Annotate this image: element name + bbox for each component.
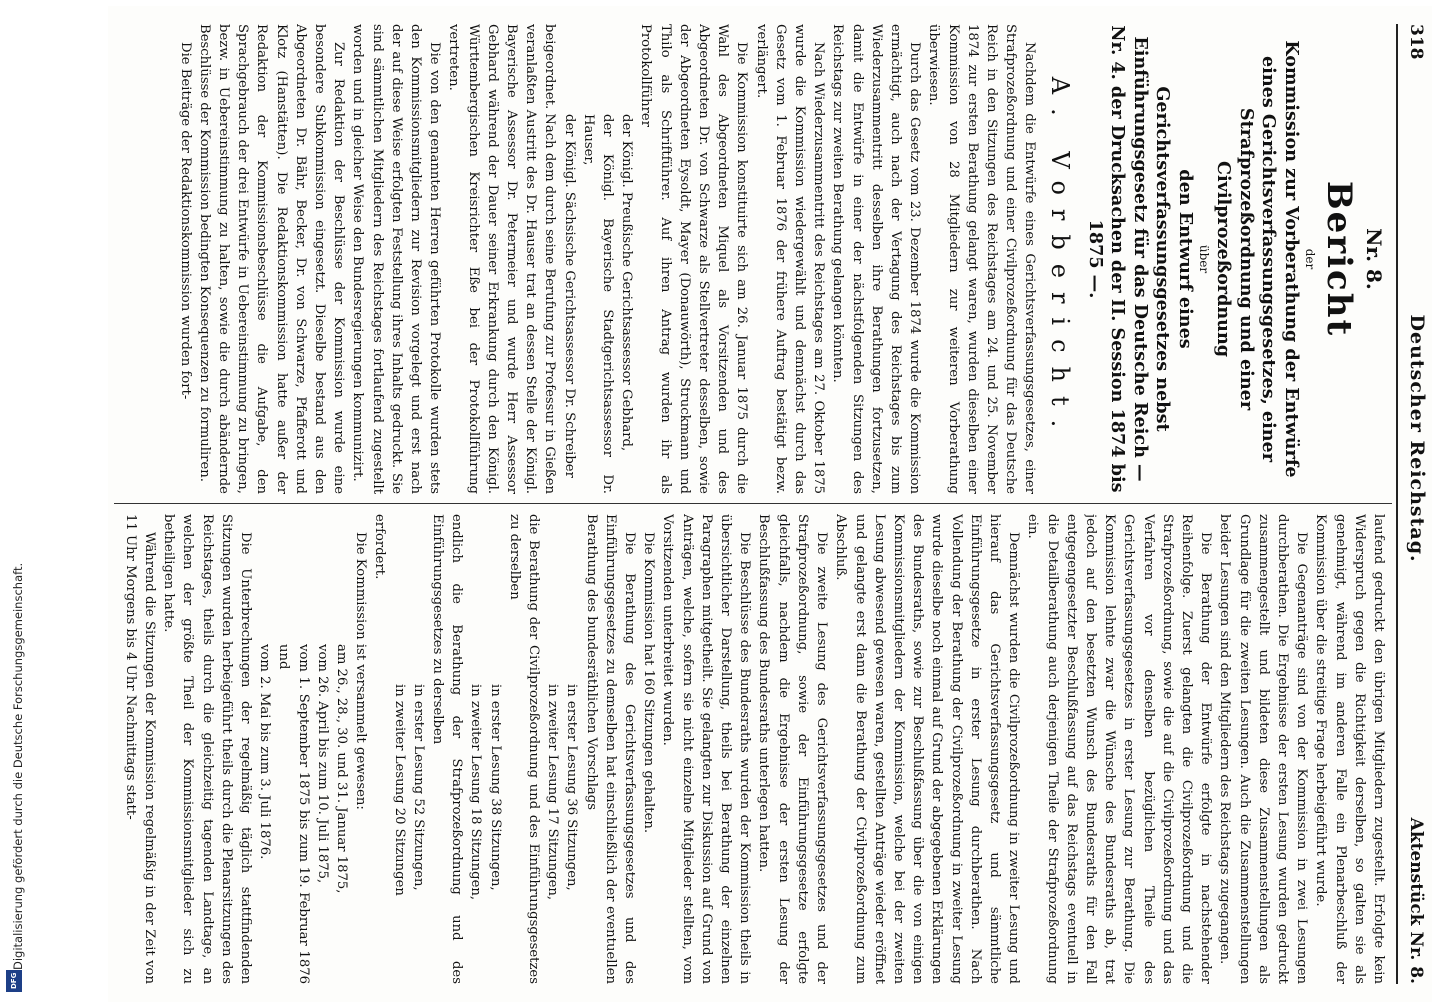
paragraph: Zur Redaktion der Beschlüsse der Kommission wurde eine besondere Subkommission eingesetzt. Dieselbe bestand aus den Abgeordneten Dr. Bähr, Becker, Dr. von Schwarze, Pfafferott und Klotz (Hanstätten). Die Redaktionskommission hatte außer der Redaktion der Kommissionsbeschlüsse die Aufgabe, den Sprachgebrauch der drei Entwürfe in Uebereinstimmung zu bringen, bezw. in Uebereinstimmung zu halten, sowie die durch abändernde Beschlüsse der Kommission bedingten Konsequenzen zu formuliren. bbox=[196, 24, 347, 494]
paragraph: Die zweite Lesung des Gerichtsverfassungsgesetzes und der Strafprozeßordnung, sowie der Einführungsgesetze erfolgte gleichfalls, nachdem die Ergebnisse der ersten Lesung der Beschlußfassung des Bundesraths unterlegen hatten. bbox=[756, 514, 830, 984]
paragraph: Die Kommission hat 160 Sitzungen gehalten. bbox=[641, 532, 657, 834]
digitization-sidebar bbox=[0, 0, 28, 1000]
session-count: in erster Lesung 52 Sitzungen, bbox=[410, 684, 426, 891]
date-entry: vom 26. April bis zum 10. Juli 1875, bbox=[314, 644, 330, 884]
paragraph: die Berathung der Civilprozeßordnung und des Einführungsgesetzes zu derselben bbox=[506, 514, 542, 984]
paragraph: Während die Sitzungen der Kommission regelmäßig in der Zeit von 11 Uhr Morgens bis 4 Uhr Nachmittags statt- bbox=[122, 514, 157, 984]
paragraph: laufend gedruckt den übrigen Mitgliedern zugestellt. Erfolgte kein Widerspruch gegen die Richtigkeit derselben, so galten sie als genehmigt, während im anderen Falle ein Plenarbeschluß der Kommission über die streitige Frage herbeigeführt wurde. bbox=[1313, 514, 1386, 984]
session-count: in zweiter Lesung 18 Sitzungen, bbox=[468, 684, 484, 901]
left-column bbox=[114, 24, 1388, 494]
page-header bbox=[1400, 24, 1426, 984]
paragraph: Nachdem die Entwürfe eines Gerichtsverfassungsgesetzes, einer Strafprozeßordnung und einer Civilprozeßordnung für das Deutsche Reich in den Sitzungen des Reichstages am 24. und 25. November 1874 zur ersten Berathung gelangt waren, wurden dieselben einer Kommission von 28 Mitgliedern zur weiteren Vorberathung überwiesen. bbox=[926, 24, 1038, 494]
paragraph: Die Unterbrechungen der regelmäßig täglich stattfindenden Sitzungen wurden herbeigeführt theils durch die Plenarsitzungen des Reichstages, theils durch die gleichzeitig tagenden Landtage, an welchen der größte Theil der Kommissionsmitglieder sich zu betheiligen hatte. bbox=[161, 514, 254, 984]
paragraph: Die Kommission konstituirte sich am 26. Januar 1875 durch die Wahl des Abgeordneten Miquel als Vorsitzenden und des Abgeordneten Dr. von Schwarze als Stellvertreter desselben, sowie der Abgeordneten Eysoldt, Mayer (Donauwörth), Struckmann und Thilo als Schriftführer. Auf ihren Antrag wurden ihr als Protokollführer bbox=[638, 24, 750, 494]
paragraph: Die Beiträge der Redaktionskommission wurden fort- bbox=[177, 42, 193, 400]
header-document-ref: Aktenstück Nr. 8. bbox=[1406, 817, 1426, 984]
page-number: 318 bbox=[1406, 24, 1426, 60]
dfg-logo: DFG bbox=[6, 970, 22, 992]
heading-der: der bbox=[1303, 248, 1317, 270]
paragraph: Durch das Gesetz vom 23. Dezember 1874 wurde die Kommission ermächtigt, auch nach der Vertagung des Reichstages bis zum Wiederzusammentritt desselben ihre Berathungen fortzusetzen, damit die Entwürfe in einer der nächstfolgenden Sitzungen des Reichstags zur zweiten Berathung gelangen könnten. bbox=[830, 24, 923, 494]
header-title: Deutscher Reichstag. bbox=[1406, 314, 1428, 563]
date-entry: vom 2. Mai bis zum 3. Juli 1876. bbox=[257, 644, 273, 860]
subject-title: den Entwurf eines Gerichtsverfassungsgesetzes nebst Einführungsgesetz für das Deutsche Reich — Nr. 4. der Drucksachen der II. Session 1874 bis 1875 —. bbox=[1085, 25, 1196, 493]
paragraph: Die von den genannten Herren geführten Protokolle wurden stets den Kommissionsmitgliedern zur Revision vorgelegt und erst nach der auf diese Weise erfolgten Feststellung ihres Inhalts gedruckt. Sie sind sämmtlichen Mitgliedern des Reichstages fortlaufend zugestellt worden und in gleicher Weise den Bundesregierungen kommunizirt. bbox=[350, 24, 443, 494]
document-number: Nr. 8. bbox=[1362, 228, 1386, 290]
header-rule bbox=[1396, 24, 1398, 984]
clerk-entry: der Königl. Sächsische Gerichtsassessor Dr. Schreiber bbox=[561, 114, 577, 478]
paragraph: Die Beschlüsse des Bundesraths wurden der Kommission theils in übersichtlicher Darstellung, theils bei Berathung der einzelnen Paragraphen mitgetheilt. Sie gelangten zur Diskussion auf Grund von Anträgen, welche, sofern sie nicht einzelne Mitglieder stellten, vom Vorsitzenden unterbreitet wurden. bbox=[660, 514, 753, 984]
commission-title: Kommission zur Vorberathung der Entwürfe eines Gerichtsverfassungsgesetzes, einer Strafprozeßordnung und einer Civilprozeßordnung bbox=[1213, 40, 1302, 478]
paragraph: erfordert. bbox=[372, 514, 388, 580]
paragraph: Demnächst wurden die Civilprozeßordnung in zweiter Lesung und hierauf das Gerichtsverfassungsgesetz und sämmtliche Einführungsgesetze in erster Lesung durchberathen. Nach Vollendung der Berathung der Civilprozeßordnung in zweiter Lesung wurde dieselbe noch einmal auf Grund der abgegebenen Erklärungen des Bundesraths, sowie zur Beschlußfassung über die von einigen Kommissionsmitgliedern der Kommission, welche bei der zweiten Lesung abwesend gewesen waren, gestellten Anträge wieder eröffnet und gelangte erst dann die Berathung der Civilprozeßordnung zum Abschluß. bbox=[833, 514, 1022, 984]
clerk-entry: der Königl. Bayerische Stadtgerichtsassessor Dr. Hauser, bbox=[580, 114, 616, 494]
section-heading: A. Vorbericht. bbox=[1046, 76, 1075, 442]
session-count: in zweiter Lesung 20 Sitzungen bbox=[391, 684, 407, 896]
digitization-credit: Digitalisierung gefördert durch die Deutsche Forschungsgemeinschaft. bbox=[11, 562, 25, 970]
paragraph: Die Gegenanträge sind von der Kommission in zwei Lesungen durchberathen. Die Ergebnisse der ersten Lesung wurden gedruckt zusammengestellt und bildeten diese Zusammenstellungen als Grundlage für die zweiten Lesungen. Auch die Zusammenstellungen beider Lesungen sind den Mitgliedern des Reichstags zugegangen. bbox=[1217, 514, 1310, 984]
date-entry: am 26., 28., 30. und 31. Januar 1875, bbox=[334, 644, 350, 894]
paragraph: endlich die Berathung der Strafprozeßordnung und des Einführungsgesetzes zu derselben bbox=[430, 514, 465, 984]
column-divider bbox=[114, 503, 1392, 504]
session-count: in erster Lesung 38 Sitzungen, bbox=[487, 684, 503, 891]
paragraph: Die Berathung der Entwürfe erfolgte in nachstehender Reihenfolge. Zuerst gelangten die Civilprozeßordnung und die Strafprozeßordnung, sowie die auf die Civilprozeßordnung und das Verfahren vor denselben bezüglichen Theile des Gerichtsverfassungsgesetzes in erster Lesung zur Berathung. Die Kommission lehnte zwar die Wünsche des Bundesraths ab, trat jedoch auf den besetzten Wunsch des Bundesraths für den Fall entgegengesetzter Beschlußfassung auf das Reichstags eventuell in die Detailberathung auch derjenigen Theile der Strafprozeßordnung ein. bbox=[1025, 514, 1214, 984]
session-count: in zweiter Lesung 17 Sitzungen, bbox=[545, 684, 561, 901]
paragraph: Die Kommission ist versammelt gewesen: bbox=[353, 532, 369, 810]
session-count: in erster Lesung 36 Sitzungen, bbox=[564, 684, 580, 891]
paragraph: Die Berathung des Gerichtsverfassungsgesetzes und des Einführungsgesetzes zu demselben hat einschließlich der eventuellen Berathung des bundesräthlichen Vorschlags bbox=[583, 514, 638, 984]
paragraph: Nach Wiederzusammentritt des Reichstages am 27. Oktober 1875 wurde die Kommission wiedergewählt und demnächst durch das Gesetz vom 1. Februar 1876 der frühere Auftrag bestätigt bezw. verlängert. bbox=[753, 24, 827, 494]
paragraph: beigeordnet. Nach dem durch seine Berufung zur Professur in Gießen veranlaßten Austritt des Dr. Hauser trat an dessen Stelle der Königl. Bayerische Assessor Dr. Petermeier und wurde Herr Assessor Gebhard während der Dauer seiner Erkrankung durch den Königl. Württembergischen Kreisrichter Eße bei der Protokollführung vertreten. bbox=[446, 24, 558, 494]
date-entry: vom 1. September 1875 bis zum 19. Februar 1876 und bbox=[276, 644, 311, 984]
heading-ueber: über bbox=[1197, 244, 1211, 274]
clerk-entry: der Königl. Preußische Gerichtsassessor Gebhard, bbox=[619, 114, 635, 452]
document-heading: Bericht bbox=[1319, 180, 1359, 338]
scanned-page bbox=[108, 6, 1432, 1002]
right-column bbox=[114, 514, 1388, 984]
